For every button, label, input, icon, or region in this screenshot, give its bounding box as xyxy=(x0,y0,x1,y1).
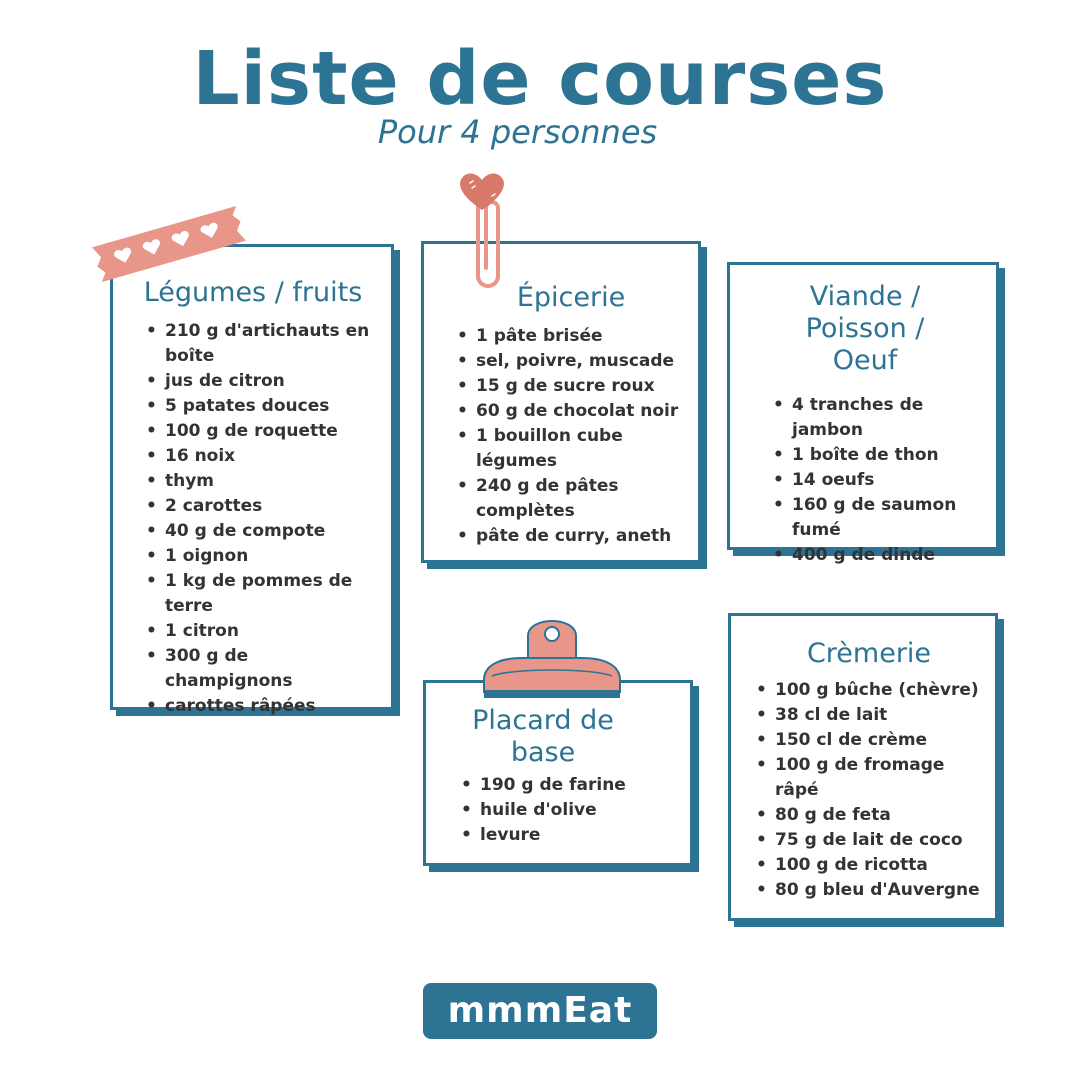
card-legumes-fruits xyxy=(110,244,394,716)
card-title: Épicerie xyxy=(516,282,626,313)
list-item: • levure xyxy=(458,823,680,848)
item-list xyxy=(770,393,986,568)
list-item: • 1 citron xyxy=(143,619,377,644)
item-list xyxy=(753,678,985,903)
list-item: • 16 noix xyxy=(143,444,377,469)
card-title: Crèmerie xyxy=(806,638,932,669)
list-item: • 80 g bleu d'Auvergne xyxy=(753,878,985,903)
card-title: Placard de base xyxy=(472,705,614,768)
page-subtitle: Pour 4 personnes xyxy=(377,113,658,151)
heart-paperclip-icon xyxy=(454,168,514,293)
list-item: • 190 g de farine xyxy=(458,773,680,798)
list-item: • 80 g de feta xyxy=(753,803,985,828)
list-item: • 1 bouillon cube légumes xyxy=(454,424,688,474)
list-item: • sel, poivre, muscade xyxy=(454,349,688,374)
list-item: • 160 g de saumon fumé xyxy=(770,493,986,543)
list-item: • 38 cl de lait xyxy=(753,703,985,728)
item-list xyxy=(458,773,680,848)
list-item: • 100 g de fromage râpé xyxy=(753,753,985,803)
list-item: • 400 g de dinde xyxy=(770,543,986,568)
list-item: • 60 g de chocolat noir xyxy=(454,399,688,424)
list-item: • 40 g de compote xyxy=(143,519,377,544)
card-placard-de-base xyxy=(423,680,693,866)
list-item: • 100 g de roquette xyxy=(143,419,377,444)
item-list xyxy=(454,324,688,549)
list-item: • 2 carottes xyxy=(143,494,377,519)
list-item: • 14 oeufs xyxy=(770,468,986,493)
list-item: • carottes râpées xyxy=(143,694,377,719)
page-title: Liste de courses xyxy=(192,36,888,122)
list-item: • 150 cl de crème xyxy=(753,728,985,753)
list-item: • huile d'olive xyxy=(458,798,680,823)
list-item: • 1 pâte brisée xyxy=(454,324,688,349)
list-item: • pâte de curry, aneth xyxy=(454,524,688,549)
list-item: • 4 tranches de jambon xyxy=(770,393,986,443)
list-item: • thym xyxy=(143,469,377,494)
list-item: • 5 patates douces xyxy=(143,394,377,419)
list-item: • 300 g de champignons xyxy=(143,644,377,694)
list-item: • 210 g d'artichauts en boîte xyxy=(143,319,377,369)
card-viande-poisson-oeuf xyxy=(727,262,999,565)
list-item: • 15 g de sucre roux xyxy=(454,374,688,399)
card-cremerie xyxy=(728,613,998,921)
list-item: • 240 g de pâtes complètes xyxy=(454,474,688,524)
item-list xyxy=(143,319,377,719)
list-item: • 75 g de lait de coco xyxy=(753,828,985,853)
list-item: • 100 g bûche (chèvre) xyxy=(753,678,985,703)
card-title: Viande / Poisson / Oeuf xyxy=(805,281,925,376)
list-item: • 1 boîte de thon xyxy=(770,443,986,468)
list-item: • 100 g de ricotta xyxy=(753,853,985,878)
heart-washi-tape-icon xyxy=(84,204,254,284)
list-item: • 1 kg de pommes de terre xyxy=(143,569,377,619)
binder-clip-icon xyxy=(482,614,622,704)
brand-logo: mmmEat xyxy=(423,983,657,1039)
list-item: • 1 oignon xyxy=(143,544,377,569)
card-title: Légumes / fruits xyxy=(143,277,363,308)
list-item: • jus de citron xyxy=(143,369,377,394)
